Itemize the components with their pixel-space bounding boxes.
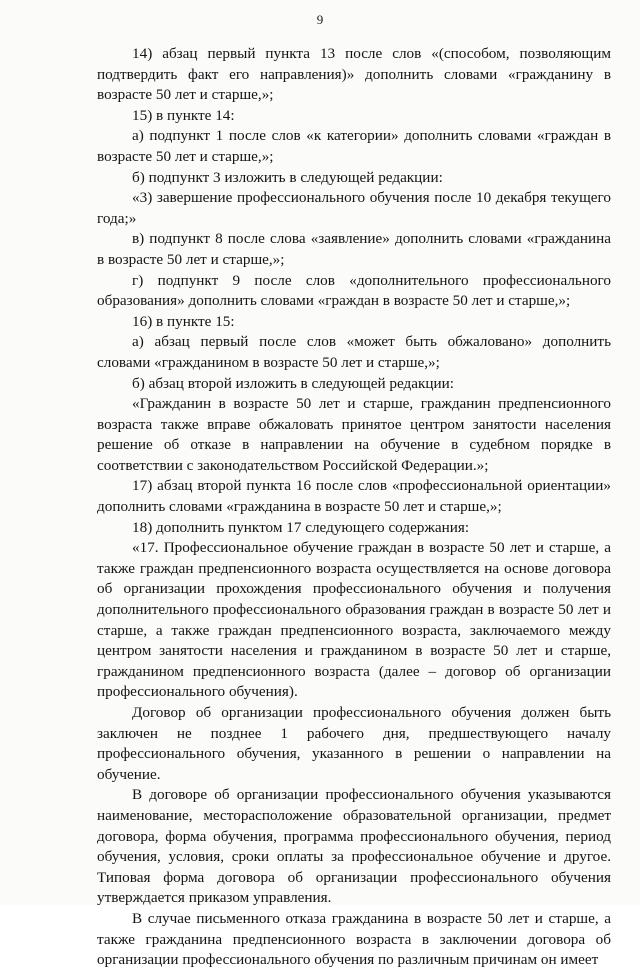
paragraph: б) абзац второй изложить в следующей редакции: xyxy=(132,374,454,392)
paragraph: 17) абзац второй пункта 16 после слов «профессиональной ориентации» дополнить словами «гражданина в возрасте 50 лет и старше,»; xyxy=(97,477,611,516)
paragraph: б) подпункт 3 изложить в следующей редакции: xyxy=(132,168,443,186)
paragraph: 18) дополнить пунктом 17 следующего содержания: xyxy=(132,518,470,536)
page-number: 9 xyxy=(316,12,324,27)
paragraph: В случае письменного отказа гражданина в возрасте 50 лет и старше, а также гражданина предпенсионного возраста в заключении договора об организации профессионального обучения по различным причинам он имеет xyxy=(97,909,611,969)
paragraph: «17. Профессиональное обучение граждан в возрасте 50 лет и старше, а также граждан предпенсионного возраста осуществляется на основе договора об организации прохождения профессионального обучения и получения дополнительного профессионального образования граждан в возрасте 50 лет и старше, а также граждан предпенсионного возраста, заключаемого между центром занятости населения и гражданином в возрасте 50 лет и старше, гражданином предпенсионного возраста (далее – договор об организации профессионального обучения). xyxy=(97,539,611,701)
paragraph: 14) абзац первый пункта 13 после слов «(способом, позволяющим подтвердить факт его направления)» дополнить словами «гражданину в возрасте 50 лет и старше,»; xyxy=(97,45,611,104)
paragraph: 16) в пункте 15: xyxy=(132,312,235,330)
paragraph: а) подпункт 1 после слов «к категории» дополнить словами «граждан в возрасте 50 лет и старше,»; xyxy=(97,127,611,165)
paragraph: г) подпункт 9 после слов «дополнительного профессионального образования» дополнить словами «граждан в возрасте 50 лет и старше,»; xyxy=(97,271,611,310)
paragraph: а) абзац первый после слов «может быть обжаловано» дополнить словами «гражданином в возрасте 50 лет и старше,»; xyxy=(97,333,611,371)
paragraph: 15) в пункте 14: xyxy=(132,106,235,124)
paragraph: «3) завершение профессионального обучения после 10 декабря текущего года;» xyxy=(97,189,611,227)
paragraph: «Гражданин в возрасте 50 лет и старше, гражданин предпенсионного возраста также вправе обжаловать принятое центром занятости населения решение об отказе в направлении на обучение в судебном порядке в соответствии с законодательством Российской Федерации.»; xyxy=(97,395,611,474)
paragraph: В договоре об организации профессионального обучения указываются наименование, месторасположение образовательной организации, предмет договора, форма обучения, программа профессионального обучения, период обучения, условия, сроки оплаты за профессиональное обучение и другое. Типовая форма договора об организации профессионального обучения утверждается приказом управления. xyxy=(97,786,611,907)
paragraph: Договор об организации профессионального обучения должен быть заключен не позднее 1 рабочего дня, предшествующего началу профессионального обучения, указанного в решении о направлении на обучение. xyxy=(97,704,611,783)
document-body xyxy=(97,44,611,971)
paragraph: в) подпункт 8 после слова «заявление» дополнить словами «гражданина в возрасте 50 лет и старше,»; xyxy=(97,230,611,268)
